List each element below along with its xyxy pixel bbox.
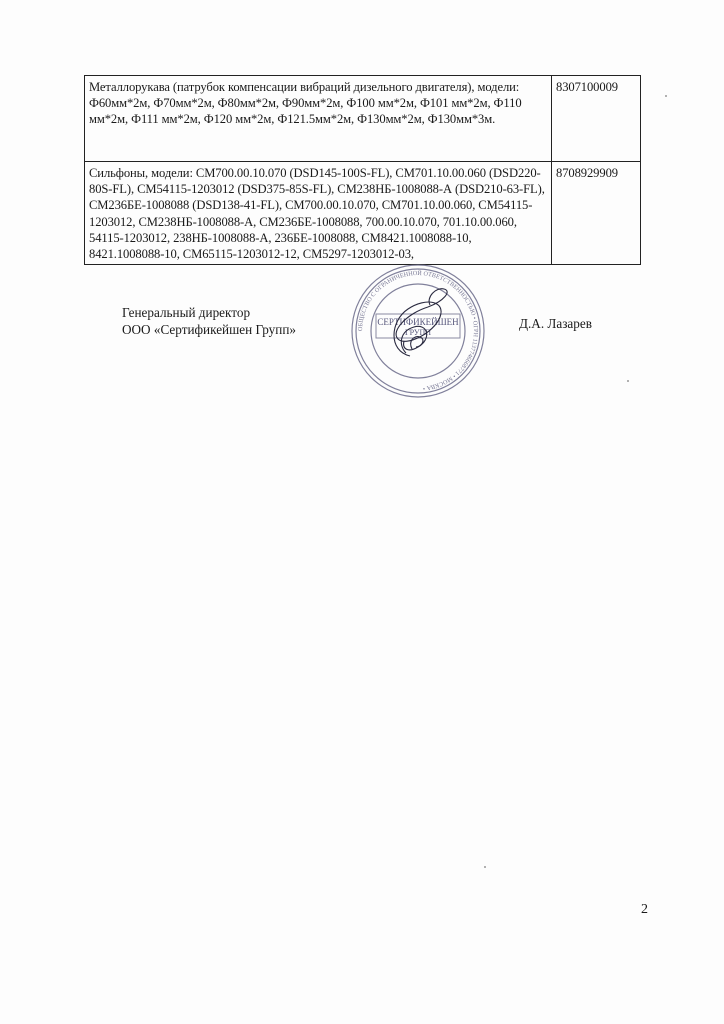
product-code: 8307100009: [552, 76, 641, 162]
signatory-title: [122, 305, 296, 338]
signatory-position: Генеральный директор: [122, 305, 251, 320]
signatory-organization: ООО «Сертификейшен Групп»: [122, 321, 296, 337]
scan-speck: [665, 95, 667, 97]
table-row: [85, 76, 641, 162]
page-number: 2: [641, 902, 648, 917]
scan-speck: [484, 866, 486, 868]
product-code: 8708929909: [552, 162, 641, 265]
stamp-center-text-2: ГРУПП: [404, 328, 432, 337]
table-row: [85, 162, 641, 265]
products-table: [84, 75, 641, 265]
signatory-name: Д.А. Лазарев: [519, 316, 592, 331]
scan-speck: [627, 380, 629, 382]
company-seal-stamp: [348, 261, 488, 401]
stamp-ring-text: ОБЩЕСТВО С ОГРАНИЧЕННОЙ ОТВЕТСТВЕННОСТЬЮ • ОГРН 1137746668771 • МОСКВА •: [356, 269, 480, 392]
product-description: Сильфоны, модели: СМ700.00.10.070 (DSD145-100S-FL), СМ701.10.00.060 (DSD220-80S-FL), СМ54115-1203012 (DSD375-85S-FL), СМ238НБ-1008088-А (DSD210-63-FL), СМ236БЕ-1008088 (DSD138-41-FL), СМ700.00.10.070, СМ701.10.00.060, СМ54115-1203012, СМ238НБ-1008088-А, СМ236БЕ-1008088, 700.00.10.070, 701.10.00.060, 54115-1203012, 238НБ-1008088-А, 236БЕ-1008088, СМ8421.1008088-10, 8421.1008088-10, СМ65115-1203012-12, СМ5297-1203012-03,: [85, 162, 552, 265]
stamp-center-text-1: СЕРТИФИКЕЙШЕН: [377, 317, 459, 327]
product-description: Металлорукава (патрубок компенсации вибраций дизельного двигателя), модели: Ф60мм*2м, Ф70мм*2м, Ф80мм*2м, Ф90мм*2м, Ф100 мм*2м, Ф101 мм*2м, Ф110 мм*2м, Ф111 мм*2м, Ф120 мм*2м, Ф121.5мм*2м, Ф130мм*2м, Ф130мм*3м.: [85, 76, 552, 162]
